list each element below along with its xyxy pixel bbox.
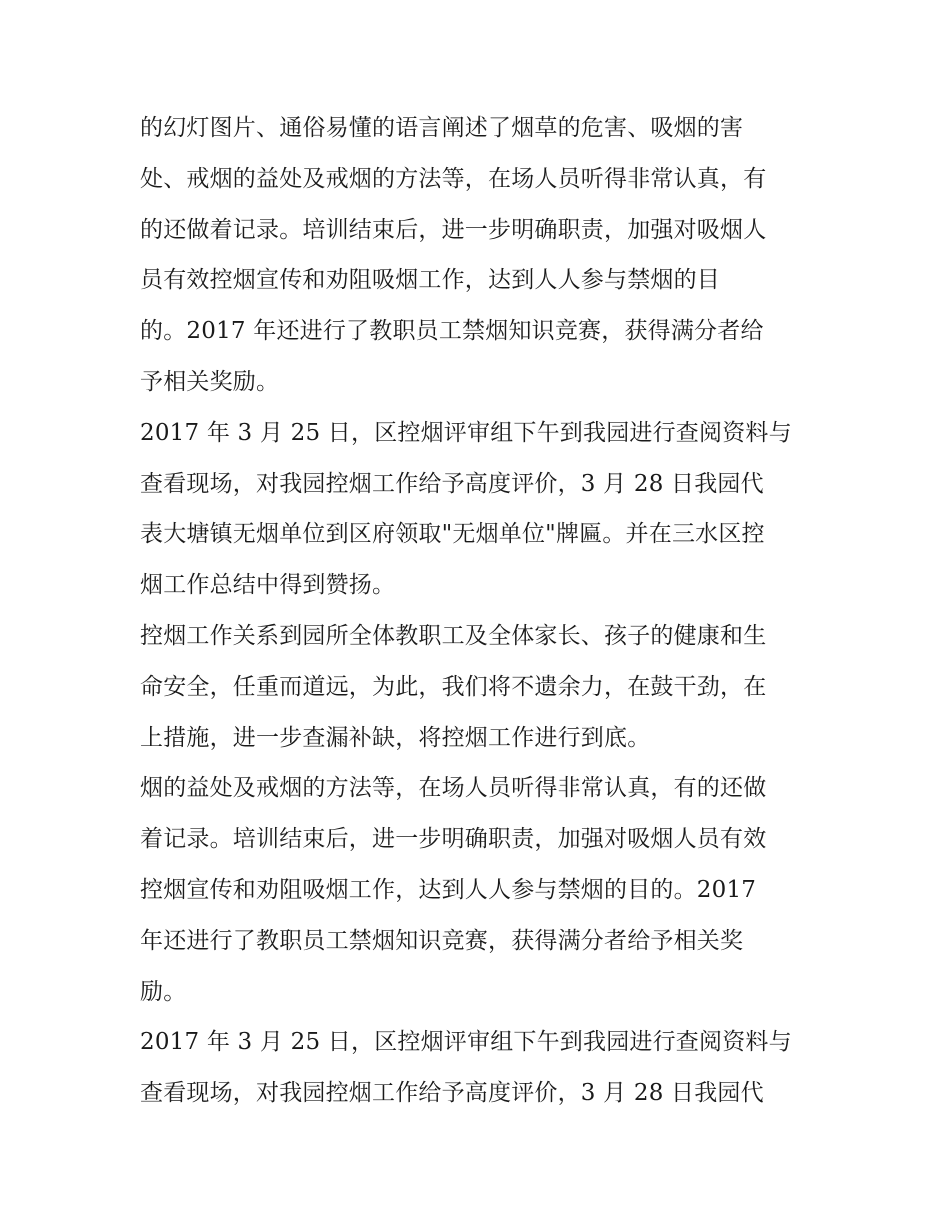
text-line: 员有效控烟宣传和劝阻吸烟工作，达到人人参与禁烟的目 [140, 267, 720, 294]
text-line: 控烟宣传和劝阻吸烟工作，达到人人参与禁烟的目的。2017 [140, 876, 757, 903]
text-line: 2017 年 3 月 25 日，区控烟评审组下午到我园进行查阅资料与 [140, 1029, 792, 1056]
text-line: 表大塘镇无烟单位到区府领取"无烟单位"牌匾。并在三水区控 [140, 521, 765, 548]
text-line: 查看现场，对我园控烟工作给予高度评价，3 月 28 日我园代 [140, 1080, 764, 1107]
paragraph-smoking-training [140, 103, 830, 408]
text-line: 的还做着记录。培训结束后，进一步明确职责，加强对吸烟人 [140, 216, 767, 243]
text-line: 的。2017 年还进行了教职员工禁烟知识竞赛，获得满分者给 [140, 318, 764, 345]
text-line: 命安全，任重而道远，为此，我们将不遗余力，在鼓干劲，在 [140, 673, 767, 700]
text-line: 烟的益处及戒烟的方法等，在场人员听得非常认真，有的还做 [140, 775, 767, 802]
text-line: 上措施，进一步查漏补缺，将控烟工作进行到底。 [140, 724, 651, 751]
paragraph-district-review [140, 408, 830, 611]
paragraph-training-repeat [140, 763, 830, 1017]
text-line: 烟工作总结中得到赞扬。 [140, 572, 396, 599]
paragraph-commitment [140, 611, 830, 763]
text-line: 查看现场，对我园控烟工作给予高度评价，3 月 28 日我园代 [140, 470, 764, 497]
text-line: 着记录。培训结束后，进一步明确职责，加强对吸烟人员有效 [140, 826, 767, 853]
document-body [140, 103, 830, 1119]
text-line: 控烟工作关系到园所全体教职工及全体家长、孩子的健康和生 [140, 622, 767, 649]
text-line: 处、戒烟的益处及戒烟的方法等，在场人员听得非常认真，有 [140, 165, 767, 192]
text-line: 的幻灯图片、通俗易懂的语言阐述了烟草的危害、吸烟的害 [140, 115, 744, 141]
text-line: 励。 [140, 978, 187, 1005]
text-line: 年还进行了教职员工禁烟知识竞赛，获得满分者给予相关奖 [140, 927, 744, 954]
text-line: 予相关奖励。 [140, 368, 280, 395]
text-line: 2017 年 3 月 25 日，区控烟评审组下午到我园进行查阅资料与 [140, 419, 792, 446]
paragraph-district-review-repeat [140, 1017, 830, 1119]
